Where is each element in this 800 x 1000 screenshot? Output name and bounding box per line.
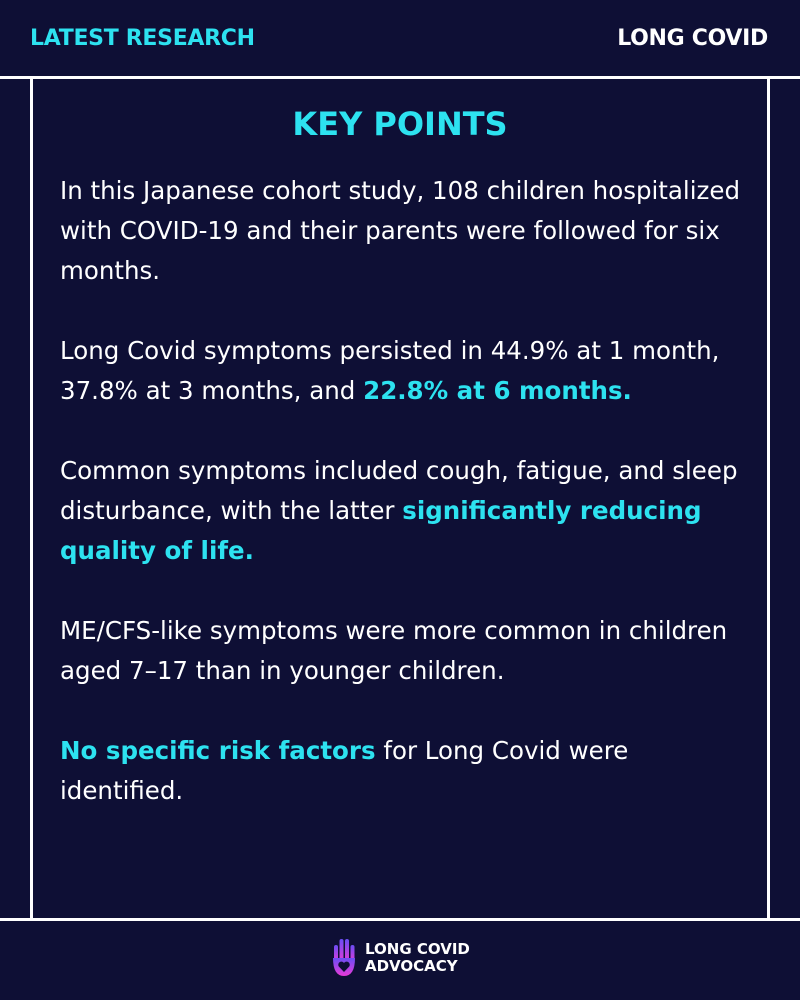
point-text: Long Covid symptoms persisted in 44.9% at 1 month, 37.8% at 3 months, and (60, 336, 720, 405)
right-border (767, 76, 770, 921)
header-bar (0, 0, 800, 78)
key-point-persistence (60, 331, 750, 411)
panel-title: KEY POINTS (292, 105, 508, 143)
key-points-panel (33, 79, 767, 918)
point-text: Common symptoms included cough, fatigue, and sleep disturbance, with the latter (60, 456, 738, 525)
point-highlight: 22.8% at 6 months. (363, 376, 632, 405)
key-point-symptoms (60, 451, 750, 571)
key-point-risk-factors (60, 731, 750, 811)
brand-name (365, 941, 470, 975)
topic-label: LONG COVID (617, 26, 768, 51)
footer (0, 921, 800, 1000)
key-point-age-groups (60, 611, 750, 691)
point-text: for Long Covid were identified. (60, 736, 629, 805)
point-text: In this Japanese cohort study, 108 children hospitalized with COVID-19 and their parents were followed for six months. (60, 176, 741, 285)
point-highlight: significantly reducing quality of life. (60, 496, 702, 565)
brand-line-1: LONG COVID (365, 940, 470, 958)
key-points-list (60, 171, 750, 851)
point-highlight: No specific risk factors (60, 736, 376, 765)
category-label: LATEST RESEARCH (30, 26, 255, 51)
hand-heart-icon (331, 936, 357, 978)
point-text: ME/CFS-like symptoms were more common in children aged 7–17 than in younger children. (60, 616, 728, 685)
brand-line-2: ADVOCACY (365, 957, 458, 975)
key-point-study-design (60, 171, 750, 291)
